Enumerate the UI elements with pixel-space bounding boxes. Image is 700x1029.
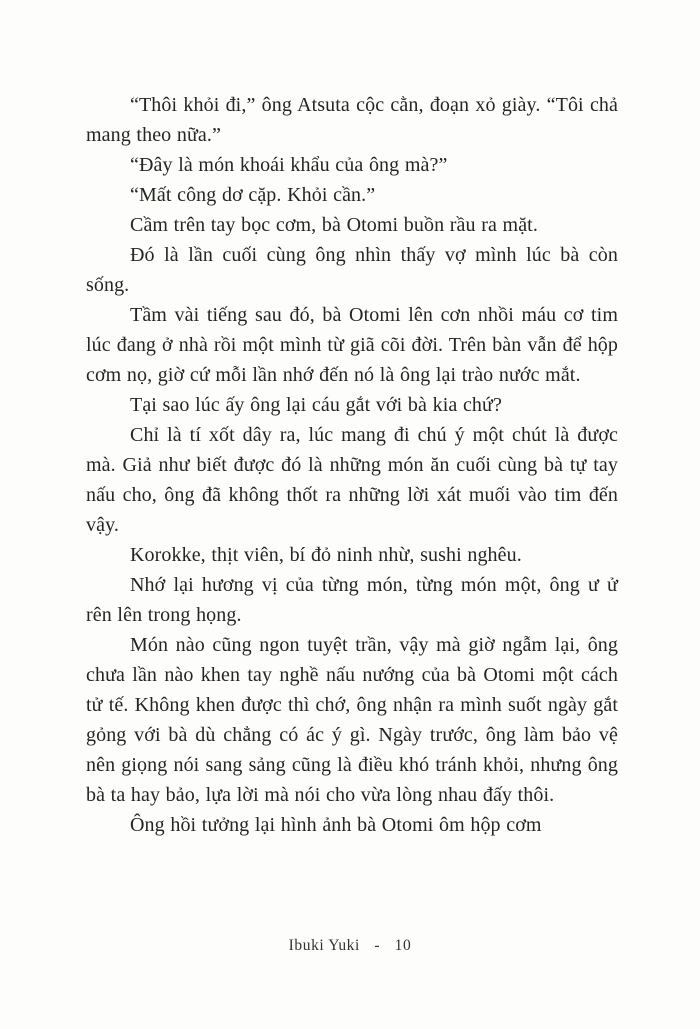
paragraph: Ông hồi tưởng lại hình ảnh bà Otomi ôm hộp cơm <box>130 814 542 836</box>
paragraph: Cầm trên tay bọc cơm, bà Otomi buồn rầu ra mặt. <box>130 214 538 236</box>
paragraph: Tại sao lúc ấy ông lại cáu gắt với bà kia chứ? <box>130 394 502 416</box>
paragraph: Món nào cũng ngon tuyệt trần, vậy mà giờ ngẫm lại, ông chưa lần nào khen tay nghề nấu nướng của bà Otomi một cách tử tế. Không khen được thì chớ, ông nhận ra mình suốt ngày gắt gỏng với bà dù chẳng có ác ý gì. Ngày trước, ông làm bảo vệ nên giọng nói sang sảng cũng là điều khó tránh khỏi, nhưng ông bà ta hay bảo, lựa lời mà nói cho vừa lòng nhau đấy thôi. <box>86 634 618 806</box>
footer-separator: - <box>374 937 381 954</box>
paragraph: “Đây là món khoái khẩu của ông mà?” <box>130 154 448 176</box>
page-body-text <box>86 90 618 840</box>
page-number: 10 <box>394 937 412 954</box>
paragraph: Tầm vài tiếng sau đó, bà Otomi lên cơn nhồi máu cơ tim lúc đang ở nhà rồi một mình từ giã cõi đời. Trên bàn vẫn để hộp cơm nọ, giờ cứ mỗi lần nhớ đến nó là ông lại trào nước mắt. <box>86 304 618 386</box>
paragraph: “Thôi khỏi đi,” ông Atsuta cộc cằn, đoạn xỏ giày. “Tôi chả mang theo nữa.” <box>86 94 618 146</box>
paragraph: Đó là lần cuối cùng ông nhìn thấy vợ mình lúc bà còn sống. <box>86 244 618 296</box>
author-name: Ibuki Yuki <box>288 937 360 954</box>
paragraph: “Mất công dơ cặp. Khỏi cần.” <box>130 184 376 206</box>
paragraph: Korokke, thịt viên, bí đỏ ninh nhừ, sushi nghêu. <box>130 544 522 566</box>
page-footer <box>0 937 700 955</box>
paragraph: Nhớ lại hương vị của từng món, từng món một, ông ư ử rên lên trong họng. <box>86 574 618 626</box>
paragraph: Chỉ là tí xốt dây ra, lúc mang đi chú ý một chút là được mà. Giả như biết được đó là những món ăn cuối cùng bà tự tay nấu cho, ông đã không thốt ra những lời xát muối vào tim đến vậy. <box>86 424 618 536</box>
